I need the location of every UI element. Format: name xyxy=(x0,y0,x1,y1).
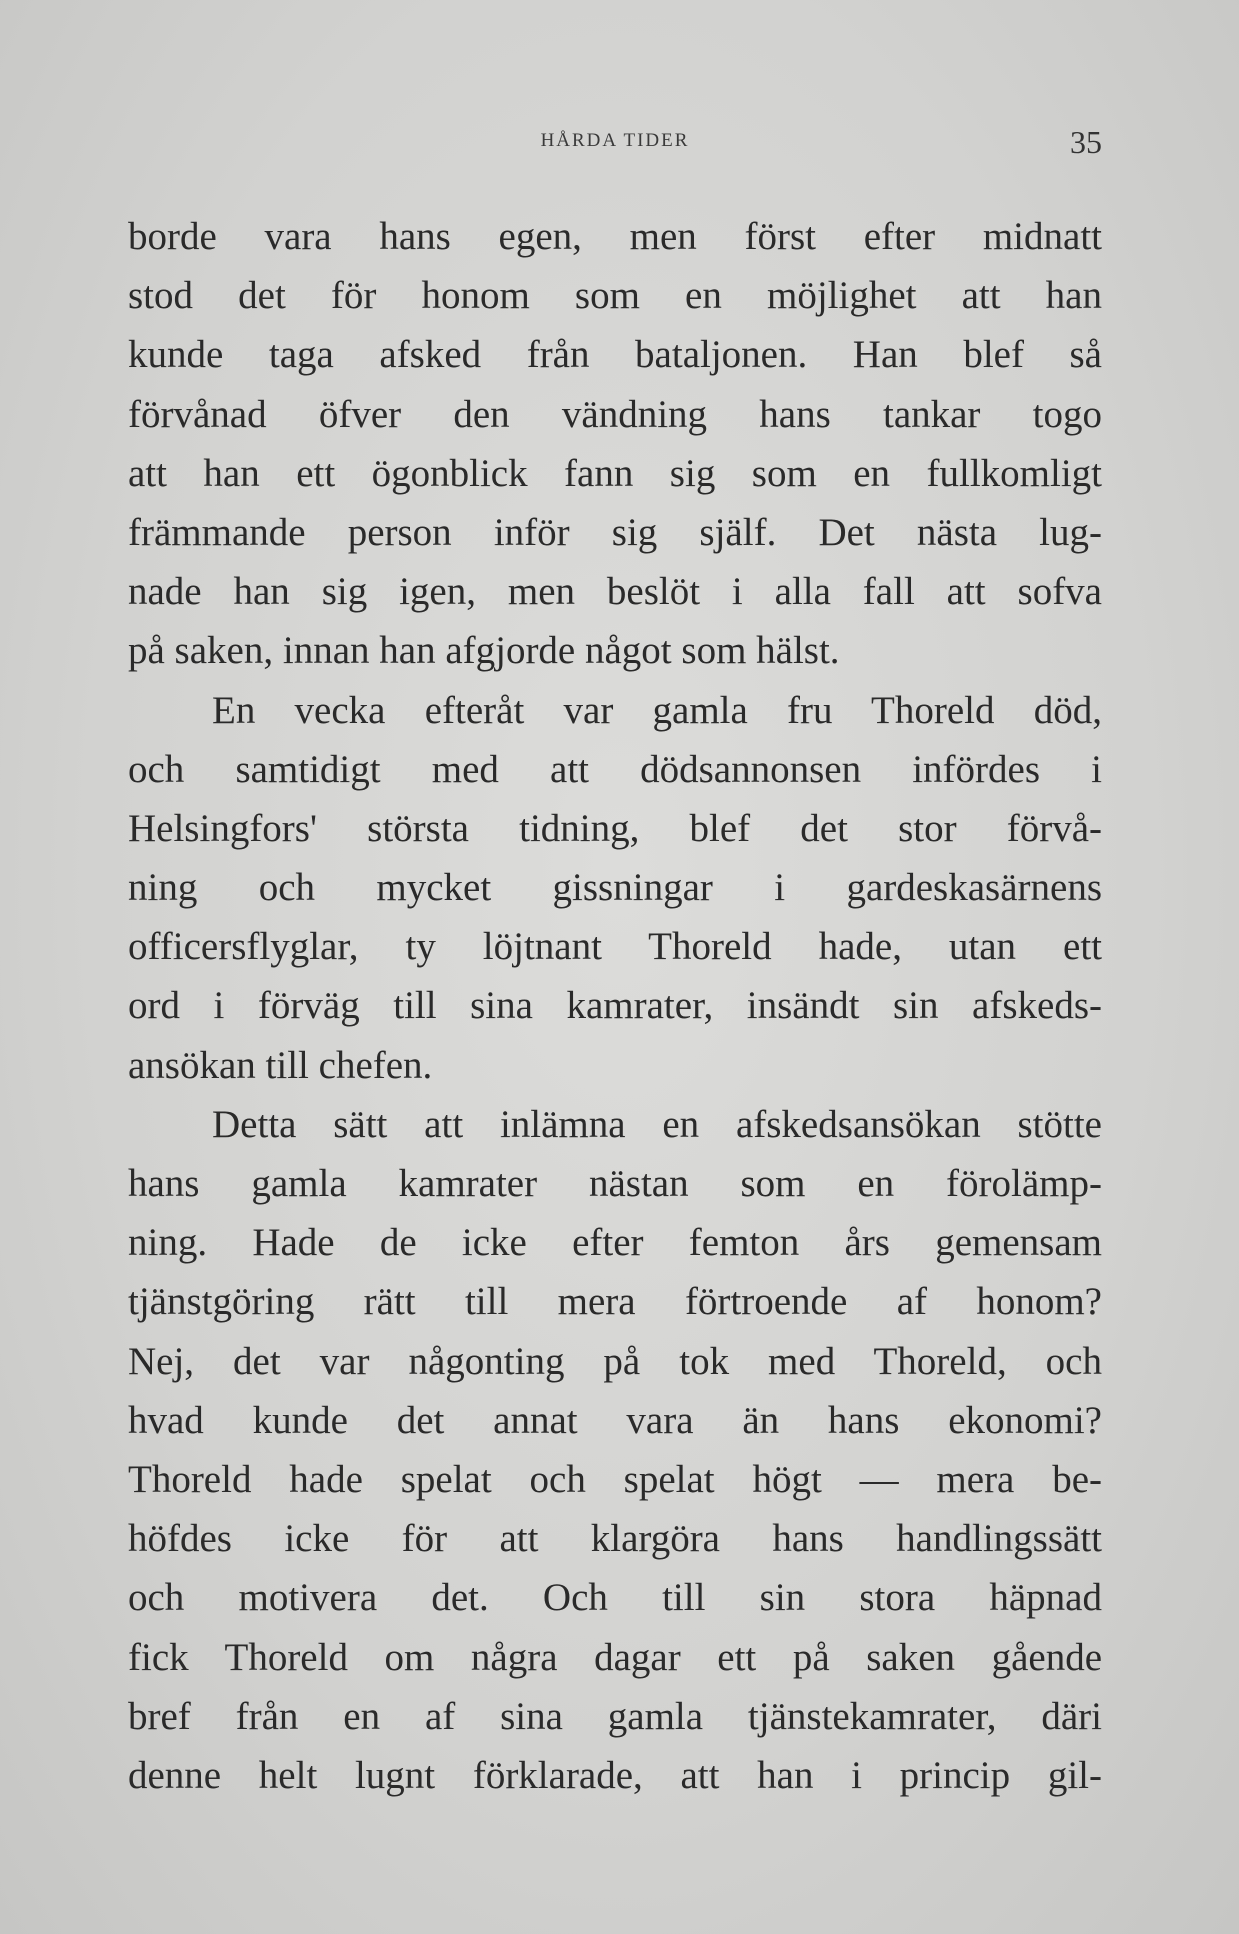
text-line: och motivera det. Och till sin stora häpnad xyxy=(128,1576,1102,1620)
page-number: 35 xyxy=(1070,124,1102,160)
body-text xyxy=(128,207,1102,1805)
text-line: kunde taga afsked från bataljonen. Han blef så xyxy=(128,333,1102,377)
text-line: stod det för honom som en möjlighet att han xyxy=(128,274,1102,318)
text-line: Nej, det var någonting på tok med Thoreld, och xyxy=(128,1339,1102,1383)
text-line: på saken, innan han afgjorde något som hälst. xyxy=(128,629,840,673)
text-line: borde vara hans egen, men först efter midnatt xyxy=(128,215,1102,258)
running-title: HÅRDA TIDER xyxy=(540,130,690,151)
text-line: tjänstgöring rätt till mera förtroende af honom? xyxy=(128,1280,1102,1324)
text-line: höfdes icke för att klargöra hans handlingssätt xyxy=(128,1517,1102,1561)
text-line: ning och mycket gissningar i gardeskasärnens xyxy=(128,866,1102,910)
text-line: ning. Hade de icke efter femton års gemensam xyxy=(128,1221,1102,1265)
text-line: fick Thoreld om några dagar ett på saken gående xyxy=(128,1635,1102,1679)
text-line: bref från en af sina gamla tjänstekamrater, däri xyxy=(128,1694,1102,1738)
text-line: Helsingfors' största tidning, blef det stor förvå- xyxy=(128,806,1102,850)
text-line: främmande person inför sig själf. Det nästa lug- xyxy=(128,510,1102,554)
text-line: ansökan till chefen. xyxy=(128,1043,433,1087)
text-line: denne helt lugnt förklarade, att han i princip gil- xyxy=(128,1753,1102,1797)
text-line: nade han sig igen, men beslöt i alla fall att sofva xyxy=(128,570,1102,614)
text-line: ord i förväg till sina kamrater, insändt sin afskeds- xyxy=(128,984,1102,1028)
text-line: En vecka efteråt var gamla fru Thoreld död, xyxy=(212,688,1102,732)
text-line: Detta sätt att inlämna en afskedsansökan stötte xyxy=(212,1102,1102,1146)
text-line: förvånad öfver den vändning hans tankar togo xyxy=(128,392,1102,436)
text-line: hvad kunde det annat vara än hans ekonomi? xyxy=(128,1398,1102,1442)
text-line: hans gamla kamrater nästan som en förolämp- xyxy=(128,1162,1102,1205)
text-line: att han ett ögonblick fann sig som en fullkomligt xyxy=(128,451,1102,495)
text-line: Thoreld hade spelat och spelat högt — mera be- xyxy=(128,1457,1102,1501)
text-line: officersflyglar, ty löjtnant Thoreld hade, utan ett xyxy=(128,925,1102,969)
text-line: och samtidigt med att dödsannonsen infördes i xyxy=(128,747,1102,791)
running-head xyxy=(128,124,1102,164)
